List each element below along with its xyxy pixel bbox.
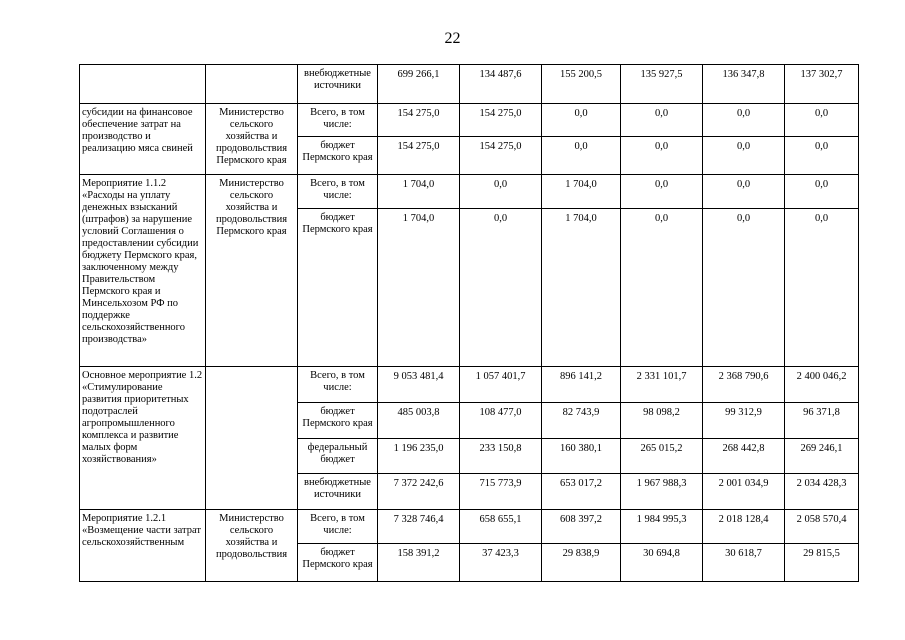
value-year-1: 37 423,3 [460,544,542,582]
executor-cell [206,367,298,510]
value-year-3: 2 331 101,7 [621,367,703,403]
value-total: 1 704,0 [378,175,460,209]
value-year-2: 1 704,0 [542,175,621,209]
value-year-5: 0,0 [785,175,859,209]
value-year-2: 29 838,9 [542,544,621,582]
value-year-1: 134 487,6 [460,65,542,104]
value-year-1: 0,0 [460,209,542,367]
value-year-5: 2 034 428,3 [785,474,859,510]
value-year-1: 658 655,1 [460,510,542,544]
value-year-4: 99 312,9 [703,403,785,439]
value-year-3: 265 015,2 [621,439,703,474]
value-year-1: 108 477,0 [460,403,542,439]
value-year-2: 653 017,2 [542,474,621,510]
executor-cell: Министерство сельского хозяйства и продовольствия Пермского края [206,175,298,367]
value-total: 1 196 235,0 [378,439,460,474]
value-year-3: 1 967 988,3 [621,474,703,510]
value-year-2: 82 743,9 [542,403,621,439]
value-year-1: 154 275,0 [460,104,542,137]
value-year-4: 0,0 [703,209,785,367]
value-year-2: 155 200,5 [542,65,621,104]
value-total: 7 372 242,6 [378,474,460,510]
value-year-5: 137 302,7 [785,65,859,104]
value-year-4: 2 001 034,9 [703,474,785,510]
table-row [80,65,859,104]
funding-source-cell: внебюджетные источники [298,65,378,104]
value-year-5: 2 400 046,2 [785,367,859,403]
value-year-4: 2 368 790,6 [703,367,785,403]
executor-cell [206,65,298,104]
value-total: 154 275,0 [378,137,460,175]
value-year-2: 0,0 [542,137,621,175]
budget-table [79,64,859,582]
value-year-4: 2 018 128,4 [703,510,785,544]
value-year-1: 0,0 [460,175,542,209]
value-total: 154 275,0 [378,104,460,137]
value-year-4: 30 618,7 [703,544,785,582]
value-year-5: 0,0 [785,104,859,137]
value-year-3: 98 098,2 [621,403,703,439]
funding-source-cell: Всего, в том числе: [298,175,378,209]
value-total: 1 704,0 [378,209,460,367]
value-year-3: 30 694,8 [621,544,703,582]
value-year-4: 268 442,8 [703,439,785,474]
funding-source-cell: Всего, в том числе: [298,367,378,403]
value-year-3: 0,0 [621,104,703,137]
value-year-4: 0,0 [703,137,785,175]
event-name-cell: Мероприятие 1.2.1 «Возмещение части затрат сельскохозяйственным [80,510,206,582]
table-row [80,510,859,544]
executor-cell: Министерство сельского хозяйства и продовольствия Пермского края [206,104,298,175]
value-year-3: 135 927,5 [621,65,703,104]
funding-source-cell: бюджет Пермского края [298,137,378,175]
value-year-2: 608 397,2 [542,510,621,544]
value-year-5: 269 246,1 [785,439,859,474]
funding-source-cell: бюджет Пермского края [298,544,378,582]
executor-cell: Министерство сельского хозяйства и продовольствия [206,510,298,582]
value-year-5: 0,0 [785,137,859,175]
funding-source-cell: бюджет Пермского края [298,403,378,439]
value-year-3: 0,0 [621,137,703,175]
table-row [80,367,859,403]
value-year-4: 136 347,8 [703,65,785,104]
value-total: 485 003,8 [378,403,460,439]
value-year-5: 29 815,5 [785,544,859,582]
value-total: 699 266,1 [378,65,460,104]
value-year-3: 0,0 [621,175,703,209]
table-row [80,175,859,209]
funding-source-cell: внебюджетные источники [298,474,378,510]
value-year-3: 0,0 [621,209,703,367]
value-year-2: 896 141,2 [542,367,621,403]
value-year-5: 96 371,8 [785,403,859,439]
funding-source-cell: Всего, в том числе: [298,104,378,137]
value-year-2: 0,0 [542,104,621,137]
value-year-1: 233 150,8 [460,439,542,474]
event-name-cell: субсидии на финансовое обеспечение затрат на производство и реализацию мяса свиней [80,104,206,175]
value-year-4: 0,0 [703,104,785,137]
value-year-2: 1 704,0 [542,209,621,367]
value-year-1: 154 275,0 [460,137,542,175]
value-year-2: 160 380,1 [542,439,621,474]
funding-source-cell: Всего, в том числе: [298,510,378,544]
value-year-5: 0,0 [785,209,859,367]
value-year-4: 0,0 [703,175,785,209]
event-name-cell: Мероприятие 1.1.2 «Расходы на уплату денежных взысканий (штрафов) за нарушение условий Соглашения о предоставлении субсидии бюджету Пермского края, заключенному между Правительством Пермского края и Минсельхозом РФ по поддержке сельскохозяйственного производства» [80,175,206,367]
value-total: 7 328 746,4 [378,510,460,544]
value-total: 9 053 481,4 [378,367,460,403]
value-year-1: 715 773,9 [460,474,542,510]
value-year-1: 1 057 401,7 [460,367,542,403]
value-year-5: 2 058 570,4 [785,510,859,544]
value-total: 158 391,2 [378,544,460,582]
event-name-cell [80,65,206,104]
funding-source-cell: федеральный бюджет [298,439,378,474]
page-number: 22 [444,30,461,47]
event-name-cell: Основное мероприятие 1.2 «Стимулирование развития приоритетных подотраслей агропромышленного комплекса и развитие малых форм хозяйствования» [80,367,206,510]
table-row [80,104,859,137]
funding-source-cell: бюджет Пермского края [298,209,378,367]
value-year-3: 1 984 995,3 [621,510,703,544]
